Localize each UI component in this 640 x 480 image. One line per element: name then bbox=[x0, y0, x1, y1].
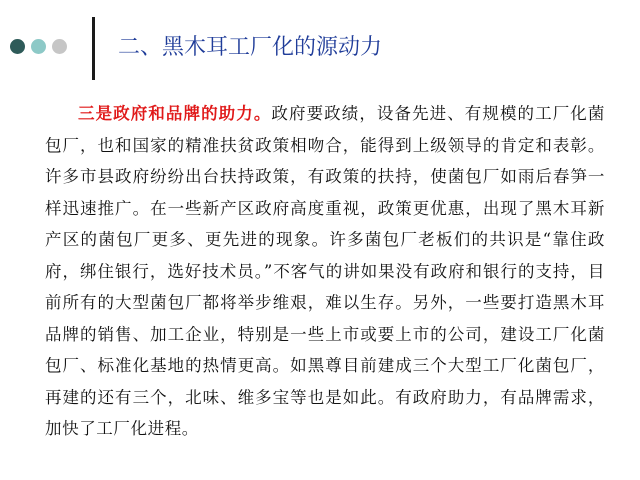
body-text: 政府要政绩，设备先进、有规模的工厂化菌包厂，也和国家的精准扶贫政策相吻合，能得到上级领导的肯定和表彰。许多市县政府纷纷出台扶持政策，有政策的扶持，使菌包厂如雨后春笋一样迅速推广。在一些新产区政府高度重视，政策更优惠，出现了黑木耳新产区的菌包厂更多、更先进的现象。许多菌包厂老板们的共识是“靠住政府，绑住银行，选好技术员。”不客气的讲如果没有政府和银行的支持，目前所有的大型菌包厂都将举步维艰，难以生存。另外，一些要打造黑木耳品牌的销售、加工企业，特别是一些上市或要上市的公司，建设工厂化菌包厂、标准化基地的热情更高。如黑尊目前建成三个大型工厂化菌包厂，再建的还有三个，北味、维多宝等也是如此。有政府助力，有品牌需求，加快了工厂化进程。 bbox=[45, 104, 605, 438]
dot-dark-teal bbox=[10, 39, 25, 54]
dot-light-teal bbox=[31, 39, 46, 54]
lead-phrase: 三是政府和品牌的助力。 bbox=[78, 104, 272, 123]
title-divider bbox=[92, 17, 95, 80]
decorative-dots bbox=[10, 39, 67, 54]
dot-gray bbox=[52, 39, 67, 54]
slide-title: 二、黑木耳工厂化的源动力 bbox=[118, 35, 383, 60]
body-paragraph bbox=[45, 98, 605, 445]
